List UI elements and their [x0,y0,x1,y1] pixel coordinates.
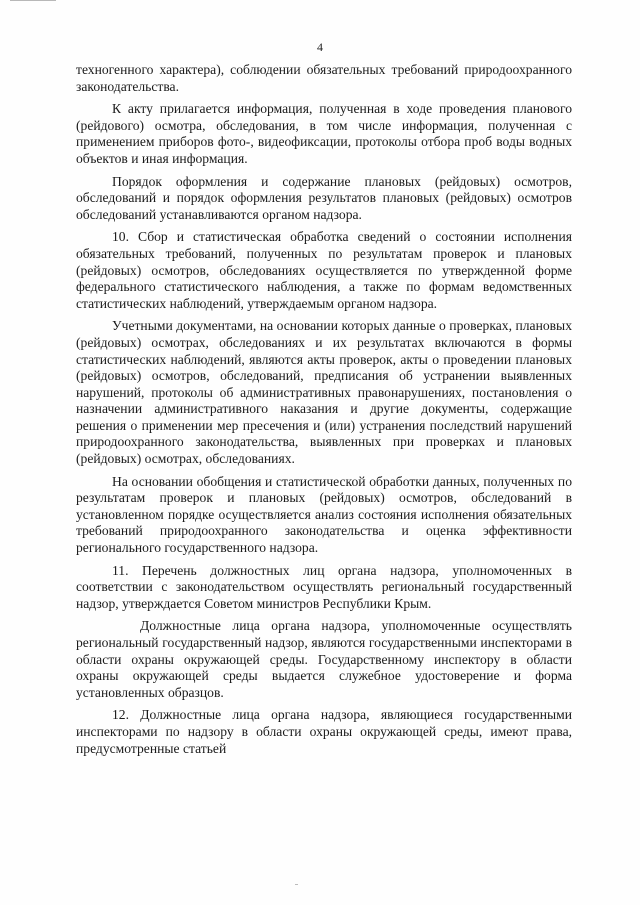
scan-corner-mark [10,0,56,3]
paragraph-11: 11. Перечень должностных лиц органа надзора, уполномоченных в соответствии с законодательством осуществлять региональный государственный надзор, утверждается Советом министров Республики Крым. [76,562,572,611]
paragraph-12: 12. Должностные лица органа надзора, являющиеся государственными инспекторами по надзору в области охраны окружающей среды, имеют права, предусмотренные статьей [76,707,572,756]
scan-speck [295,884,298,885]
paragraph-officials: Должностные лица органа надзора, уполномоченные осуществлять региональный государственный надзор, являются государственными инспекторами в области охраны окружающей среды. Государственному инспектору в области охраны окружающей среды выдается служебное удостоверение и форма установленных образцов. [76,618,572,700]
page-number: 4 [317,40,323,54]
paragraph-procedure: Порядок оформления и содержание плановых (рейдовых) осмотров, обследований и порядок оформления результатов плановых (рейдовых) осмотров обследований устанавливаются органом надзора. [76,173,572,222]
paragraph-accounting-documents: Учетными документами, на основании которых данные о проверках, плановых (рейдовых) осмотрах, обследованиях и их результатах включаются в формы статистических наблюдений, являются акты проверок, акты о проведении плановых (рейдовых) осмотров, обследований, предписания об устранении выявленных нарушений, протоколы об административных правонарушениях, постановления о назначении административного наказания и другие документы, содержащие решения о применении мер пресечения и (или) устранения последствий нарушений природоохранного законодательства, выявленных при проверках и плановых (рейдовых) осмотрах, обследованиях. [76,318,572,467]
paragraph-continuation: техногенного характера), соблюдении обязательных требований природоохранного законодательства. [76,62,572,94]
paragraph-attachment: К акту прилагается информация, полученная в ходе проведения планового (рейдового) осмотра, обследования, в том числе информация, полученная с применением приборов фото-, видеофиксации, протоколы отбора проб воды водных объектов и иная информация. [76,101,572,166]
paragraph-analysis: На основании обобщения и статистической обработки данных, полученных по результатам проверок и плановых (рейдовых) осмотров, обследований в установленном порядке осуществляется анализ состояния исполнения обязательных требований природоохранного законодательства и оценка эффективности регионального государственного надзора. [76,473,572,556]
document-body [76,62,572,757]
paragraph-10: 10. Сбор и статистическая обработка сведений о состоянии исполнения обязательных требований, полученных по результатам проверок и плановых (рейдовых) осмотров, обследованиях осуществляется по утвержденной форме федерального статистического наблюдения, а также по формам ведомственных статистических наблюдений, утверждаемым органом надзора. [76,229,572,311]
